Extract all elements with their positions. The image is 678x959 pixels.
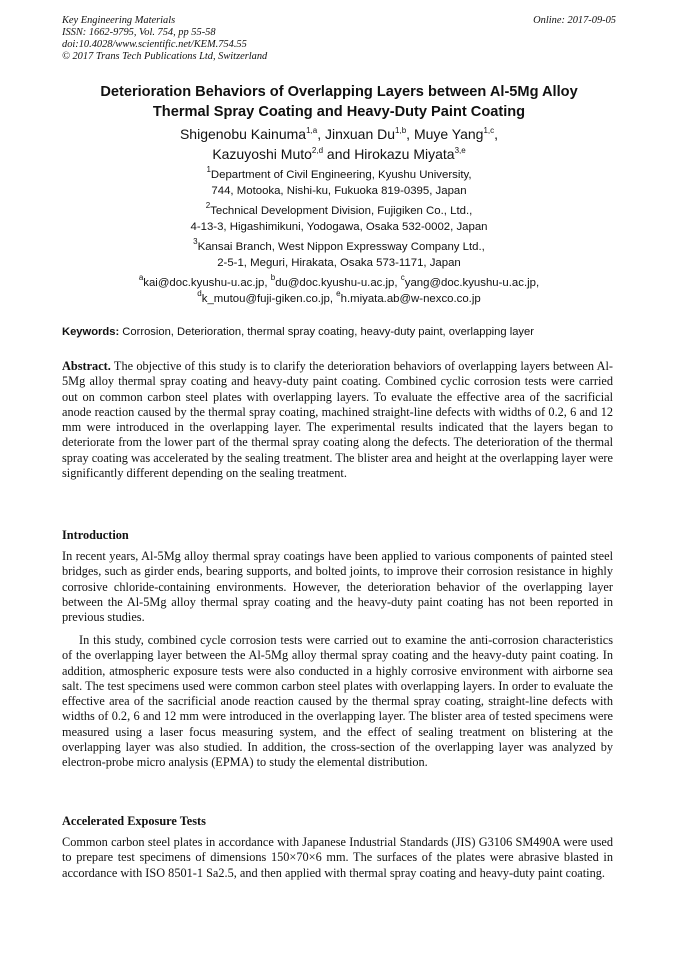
email-link[interactable]: du@doc.kyushu-u.ac.jp xyxy=(275,277,395,289)
affiliation-address: 744, Motooka, Nishi-ku, Fukuoka 819-0395, Japan xyxy=(211,184,467,197)
email-sup: d xyxy=(197,288,202,298)
author-name: Hirokazu Miyata xyxy=(354,146,455,162)
email-sup: b xyxy=(270,273,276,282)
introduction-paragraph: In recent years, Al-5Mg alloy thermal spray coatings have been applied to various components of painted steel bridges, such as girder ends, bearing supports, and bolted joints, to improve their corrosion resistance in highly corrosive chloride-containing environments. However, the deterioration behavior of the overlapping layer between the Al-5Mg alloy thermal spray coating and the heavy-duty paint coating has not been reported in previous studies. xyxy=(62,549,613,625)
issn-line: ISSN: 1662-9795, Vol. 754, pp 55-58 xyxy=(62,27,216,38)
author-separator: , xyxy=(494,126,499,142)
author-name: Muye Yang xyxy=(413,126,484,142)
title-line-2: Thermal Spray Coating and Heavy-Duty Paint Coating xyxy=(152,104,526,120)
email-list: $^a$kai@doc.kyushu-u.ac.jp, $^b$du@doc.kyushu-u.ac.jp, $^c$yang@doc.kyushu-u.ac.jp, $^d$k_mutou@fuji-giken.co.jp, $^e$h.miyata.ab@w-nexco.co.jp xyxy=(138,273,540,305)
affiliations xyxy=(40,165,638,307)
author-line-2 xyxy=(40,144,638,164)
affiliation-sup: 3 xyxy=(193,237,198,246)
abstract xyxy=(62,359,613,481)
affiliation xyxy=(40,201,638,235)
journal-header xyxy=(62,15,616,63)
author-name: Shigenobu Kainuma xyxy=(179,126,307,142)
email-sup: e xyxy=(336,288,341,298)
online-date: Online: 2017-09-05 xyxy=(533,15,616,26)
title-line-1: Deterioration Behaviors of Overlapping Layers between Al-5Mg Alloy xyxy=(100,84,578,100)
keywords-text: Corrosion, Deterioration, thermal spray coating, heavy-duty paint, overlapping layer xyxy=(119,326,534,338)
doi-line: doi:10.4028/www.scientific.net/KEM.754.55 xyxy=(62,39,247,50)
introduction-paragraph: In this study, combined cycle corrosion tests were carried out to examine the anti-corrosion characteristics of the overlapping layer between the Al-5Mg alloy thermal spray coating and the heavy-duty paint coating. In addition, atmospheric exposure tests were also conducted in a highly corrosive environment with airborne sea salt. The test specimens used were common carbon steel plates with overlapping layers. In order to evaluate the effective area of the sacrificial anode reaction caused by the thermal spray coating, straight-line defects with widths of 0.2, 6 and 12 mm were introduced in the overlapping layer. The blister area of tested specimens were measured using a laser focus measuring system, and the effect of sealing treatment on blistering at the overlapping layer was also studied. In addition, the cross-section of the overlapping layer was analyzed by electron-probe micro analysis (EPMA) to study the elemental distribution. xyxy=(62,633,613,770)
paper-title xyxy=(40,82,638,122)
email-link[interactable]: yang@doc.kyushu-u.ac.jp xyxy=(404,277,536,289)
author-separator: , xyxy=(317,126,325,142)
author-list xyxy=(40,124,638,164)
affiliation-sup: 2 xyxy=(205,201,211,210)
email-sup: a xyxy=(138,273,144,282)
affiliation-line: Kansai Branch, West Nippon Expressway Company Ltd., xyxy=(197,241,485,253)
email-link[interactable]: h.miyata.ab@w-nexco.co.jp xyxy=(340,292,481,305)
affiliation-line: Technical Development Division, Fujigiken Co., Ltd., xyxy=(210,205,473,217)
affiliation-line: Department of Civil Engineering, Kyushu University, xyxy=(210,169,472,181)
affiliation xyxy=(40,237,638,271)
accelerated-paragraph: Common carbon steel plates in accordance with Japanese Industrial Standards (JIS) G3106 SM490A were used to prepare test specimens of dimensions 150×70×6 mm. The surfaces of the plates were abrasive blasted in accordance with ISO 8501-1 Sa2.5, and then applied with thermal spray coating and heavy-duty paint coating. xyxy=(62,835,613,880)
abstract-label: Abstract. xyxy=(62,359,111,373)
author-sup: 1,c xyxy=(483,126,495,135)
journal-name: Key Engineering Materials xyxy=(62,15,176,26)
keywords xyxy=(62,325,622,340)
email-sup: c xyxy=(400,273,405,282)
author-sup: 1,b xyxy=(395,126,407,135)
author-name: Jinxuan Du xyxy=(324,126,396,142)
copyright-line: © 2017 Trans Tech Publications Ltd, Switzerland xyxy=(62,51,268,62)
section-heading-introduction: Introduction xyxy=(62,528,129,542)
author-sup: 1,a xyxy=(306,126,318,135)
author-line-1 xyxy=(40,124,638,144)
affiliation xyxy=(40,165,638,199)
keywords-label: Keywords: xyxy=(62,326,120,338)
section-heading-accelerated-exposure: Accelerated Exposure Tests xyxy=(62,814,206,828)
author-separator: , xyxy=(406,126,414,142)
author-separator: and xyxy=(323,146,355,162)
email-link[interactable]: k_mutou@fuji-giken.co.jp xyxy=(201,292,330,305)
affiliation-sup: 1 xyxy=(206,165,211,174)
author-name: Kazuyoshi Muto xyxy=(212,146,312,162)
affiliation-address: 4-13-3, Higashimikuni, Yodogawa, Osaka 532-0002, Japan xyxy=(190,220,488,233)
affiliation-address: 2-5-1, Meguri, Hirakata, Osaka 573-1171, Japan xyxy=(217,256,461,269)
author-sup: 3,e xyxy=(454,146,466,155)
author-sup: 2,d xyxy=(311,146,324,155)
abstract-text: The objective of this study is to clarify the deterioration behaviors of overlapping layers between Al-5Mg alloy thermal spray coating and heavy-duty paint coating. Combined cyclic corrosion tests were carried out on common carbon steel plates with overlapping layers. To evaluate the effective area of the sacrificial anode reaction caused by the thermal spray coating, machined straight-line defects with widths of 0.2, 6 and 12 mm were introduced in the overlapping layer. The experimental results indicated that the layers began to deteriorate from the lower part of the thermal spray coating along the defects. The deterioration of the thermal spray coating was accelerated by the sealing treatment. The blister area and height at the overlapping layer were significantly different depending on the sealing treatment. xyxy=(62,359,613,481)
email-link[interactable]: kai@doc.kyushu-u.ac.jp xyxy=(143,277,265,289)
